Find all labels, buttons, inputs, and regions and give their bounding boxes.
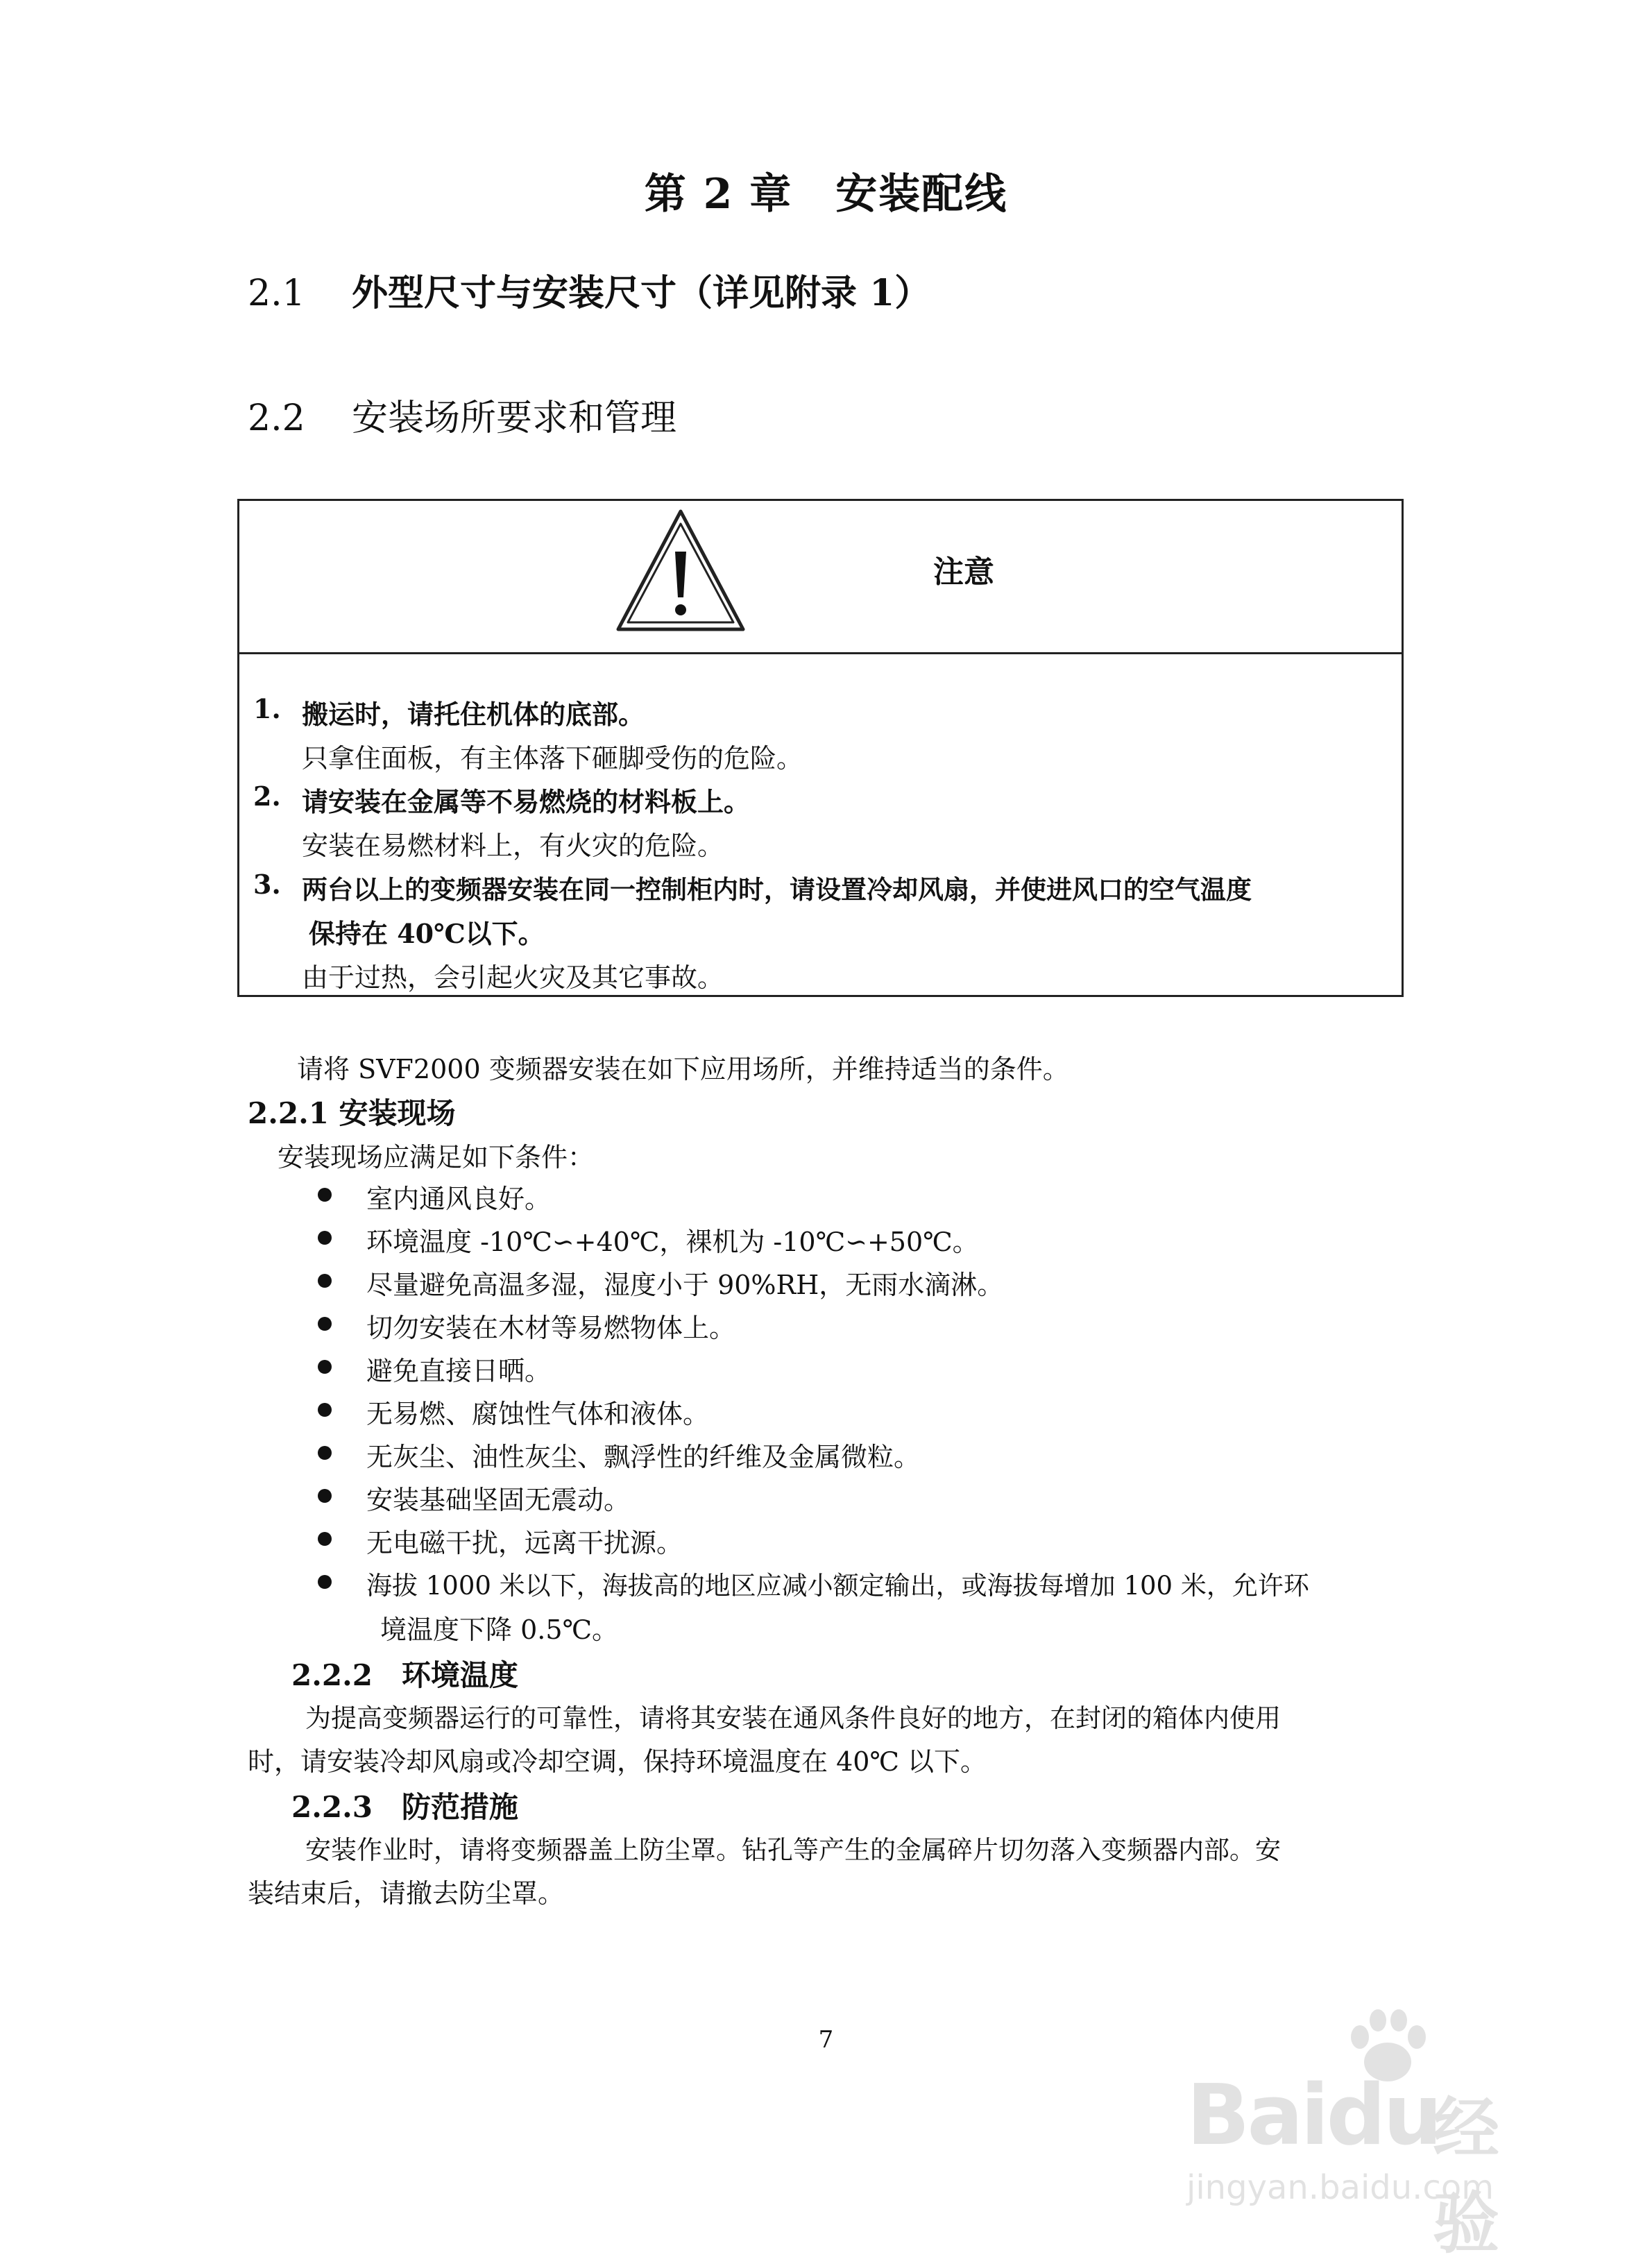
caution-item-note: 由于过热，会引起火灾及其它事故。 — [302, 962, 724, 993]
bullet-icon — [318, 1446, 332, 1460]
section-number: 2.2 — [248, 398, 305, 439]
caution-item-number: 2. — [253, 781, 281, 812]
caution-item-number: 3. — [253, 869, 281, 900]
caution-item-number: 1. — [253, 693, 281, 724]
bullet-icon — [318, 1575, 332, 1589]
bullet-icon — [318, 1317, 332, 1331]
bullet-icon — [318, 1403, 332, 1417]
caution-item-note: 安装在易燃材料上，有火灾的危险。 — [302, 830, 724, 861]
watermark-cn: 经验 — [1433, 2090, 1499, 2263]
bullet-icon — [318, 1532, 332, 1546]
subsection-2-2-2-title: 2.2.2 环境温度 — [291, 1658, 518, 1692]
section-2-1-heading — [248, 264, 930, 316]
list-item: 无易燃、腐蚀性气体和液体。 — [366, 1399, 710, 1429]
baidu-watermark — [1145, 1998, 1561, 2263]
list-item: 无灰尘、油性灰尘、飘浮性的纤维及金属微粒。 — [366, 1442, 921, 1472]
intro-paragraph: 请将 SVF2000 变频器安装在如下应用场所，并维持适当的条件。 — [297, 1054, 1069, 1084]
section-title: 安装场所要求和管理 — [352, 398, 677, 439]
caution-item-text: 搬运时，请托住机体的底部。 — [302, 699, 645, 730]
caution-item-text: 请安装在金属等不易燃烧的材料板上。 — [302, 786, 751, 817]
subsection-2-2-3-title: 2.2.3 防范措施 — [291, 1790, 518, 1824]
warning-triangle-icon — [615, 509, 746, 633]
paragraph-line: 装结束后，请撤去防尘罩。 — [248, 1878, 565, 1909]
caution-header — [239, 501, 1402, 654]
page-number: 7 — [818, 2026, 834, 2054]
subsection-lead: 安装现场应满足如下条件： — [278, 1142, 595, 1173]
section-number: 2.1 — [248, 273, 305, 314]
section-title: 外型尺寸与安装尺寸（详见附录 1） — [352, 272, 931, 314]
list-item: 海拔 1000 米以下，海拔高的地区应减小额定输出，或海拔每增加 100 米，允许环 — [366, 1571, 1309, 1601]
list-item: 尽量避免高温多湿，湿度小于 90%RH，无雨水滴淋。 — [366, 1270, 1004, 1300]
paragraph-line: 时，请安装冷却风扇或冷却空调，保持环境温度在 40℃ 以下。 — [248, 1746, 987, 1777]
caution-box — [237, 499, 1404, 997]
caution-title: 注意 — [933, 554, 994, 590]
bullet-icon — [318, 1360, 332, 1374]
caution-item-text-cont: 保持在 40℃以下。 — [309, 918, 545, 949]
bullet-icon — [318, 1489, 332, 1503]
bullet-icon — [318, 1274, 332, 1288]
list-item: 避免直接日晒。 — [366, 1356, 552, 1386]
list-item: 无电磁干扰，远离干扰源。 — [366, 1528, 683, 1558]
list-item: 切勿安装在木材等易燃物体上。 — [366, 1313, 736, 1343]
list-item: 安装基础坚固无震动。 — [366, 1485, 631, 1515]
bullet-icon — [318, 1231, 332, 1245]
list-item: 环境温度 -10℃∽+40℃，裸机为 -10℃∽+50℃。 — [366, 1227, 979, 1257]
chapter-title: 第 2 章 安装配线 — [644, 170, 1008, 219]
paragraph-line: 安装作业时，请将变频器盖上防尘罩。钻孔等产生的金属碎片切勿落入变频器内部。安 — [305, 1835, 1281, 1865]
list-item-cont: 境温度下降 0.5℃。 — [380, 1615, 619, 1645]
subsection-2-2-1-title: 2.2.1 安装现场 — [248, 1096, 456, 1130]
watermark-brand: Baidu — [1186, 2068, 1440, 2164]
watermark-url: jingyan.baidu.com — [1186, 2168, 1494, 2207]
list-item: 室内通风良好。 — [366, 1184, 552, 1214]
paragraph-line: 为提高变频器运行的可靠性，请将其安装在通风条件良好的地方，在封闭的箱体内使用 — [305, 1703, 1281, 1733]
section-2-2-heading — [248, 389, 676, 441]
caution-item-text: 两台以上的变频器安装在同一控制柜内时，请设置冷却风扇，并使进风口的空气温度 — [302, 874, 1252, 905]
caution-item-note: 只拿住面板，有主体落下砸脚受伤的危险。 — [302, 743, 803, 774]
bullet-icon — [318, 1188, 332, 1202]
